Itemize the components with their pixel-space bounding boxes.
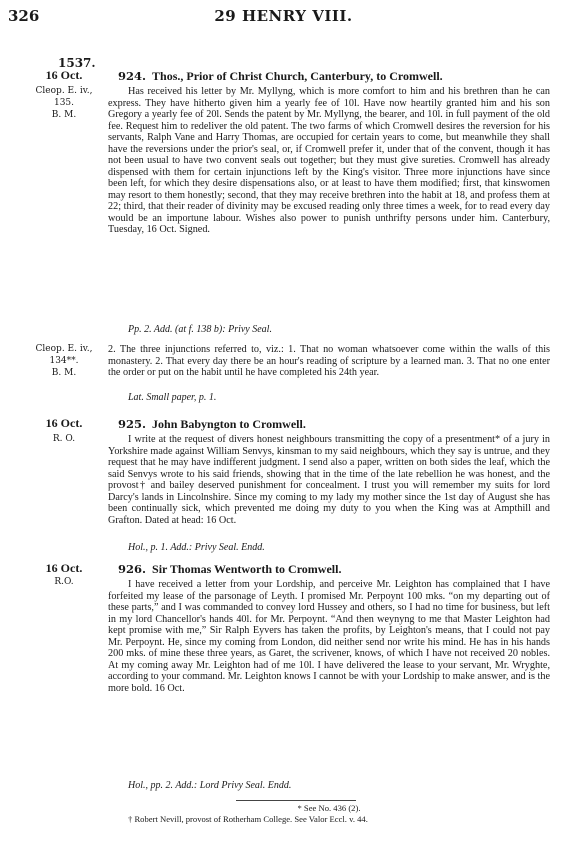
entry-number: 925. (118, 417, 147, 431)
archive-ref: 134**. (49, 356, 79, 366)
year-heading: 1537. (58, 56, 96, 70)
entry-date: 16 Oct. (45, 68, 83, 82)
footnote: * See No. 436 (2). (297, 803, 361, 813)
archive-ref: B. M. (51, 110, 77, 120)
entry-title: Sir Thomas Wentworth to Cromwell. (152, 562, 342, 576)
footnotes (108, 803, 550, 825)
archive-ref: B. M. (51, 368, 77, 378)
entry-924-2-refs (20, 343, 108, 379)
entry-title: John Babyngton to Cromwell. (152, 417, 306, 431)
footnote: † Robert Nevill, provost of Rotherham College. See Valor Eccl. v. 44. (128, 814, 368, 824)
entry-926-note: Hol., pp. 2. Add.: Lord Privy Seal. Endd. (128, 780, 292, 791)
archive-ref: R. O. (52, 434, 76, 444)
running-title: 29 HENRY VIII. (214, 7, 353, 25)
entry-925-note: Hol., p. 1. Add.: Privy Seal. Endd. (128, 542, 265, 553)
entry-925-margin (20, 417, 108, 445)
entry-title: Thos., Prior of Christ Church, Canterbury, to Cromwell. (152, 69, 443, 83)
entry-925-text: I write at the request of divers honest neighbours transmitting the copy of a presentment* of a jury in Yorkshire made against William Senvys, kinsman to my said neighbours, which they say is untrue, and they request that he may have indifferent judgment. I send also a paper, written on both sides the leaf, which the said Senvys wrote to his said friends, showing that in the time of the late rebellion he was honest, and the provost† and bailey deserved punishment for concealment. I trust you will remember my suits for lord Darcy's lands in Lincolnshire. Since my coming to my lady my mother since the 1st day of August she has been continually sick, which prevented me doing my duty to you when the King was at Ampthill and Grafton. Dated at head: 16 Oct. (108, 434, 550, 526)
entry-924-heading (118, 69, 443, 84)
entry-926-text: I have received a letter from your Lordship, and perceive Mr. Leighton has complained that I have forfeited my lease of the parsonage of Leyth. I promised Mr. Perpoynt 100 mks. “on my departing out of these parts,” and I was commanded to convey lord Hussey and others, so I had no time for business, but left in my lord Chancellor's hands 40l. for Mr. Perpoynt. “And then weynyng to me that Master Leighton had kept promise with me,” Sir Ralph Eyvers has taken the profits, by Leighton's means, that I could not pay Mr. Perpoynt. He, since my coming from London, did neither send nor write his mind. He has in his hands 200 mks. of mine these three years, as Garet, the scrivener, knows, of which I have not received 20 nobles. At my coming away Mr. Leighton had of me 10l. I have delivered the lease to your servant, Mr. Wryghte, according to your command. Mr. Leighton knows I cannot be with your Lordship to make answer, and is the more bold. 16 Oct. (108, 579, 550, 694)
page-number: 326 (8, 7, 40, 25)
archive-ref: R.O. (54, 577, 74, 587)
entry-924-text: Has received his letter by Mr. Myllyng, which is more comfort to him and his brethren than he can express. They have hitherto given him a yearly fee of 10l. Have now heartily granted him and his son Gregory a yearly fee of 20l. Sends the patent by Mr. Myllyng, the bearer, and 10l. in full payment of the old fee. Request him to redeliver the old patent. The two farms of which Cromwell desires the reversion for his servants, Ralph Vane and Harry Thomas, are occupied for certain years to come, but meanwhile they shall have the reversions under the prior's seal, or, if Cromwell prefer it, under that of the convent, though it has not been usual to have two convent seals out together; but they must give sureties. Cromwell has already dispensed with them for certain injunctions left by the King's visitor. Three more injunctions have since been left, for which they desire dispensations also, or at least to have them modified; first, that kinswomen may resort to them honestly; second, that they may receive brethren into the habit at 18, and profess them at 22; third, that their reader of divinity may be excused reading only three times a week, for to read every day would be an importune labour. Wishes also power to punish unthrifty persons under him. Canterbury, Tuesday, 16 Oct. Signed. (108, 86, 550, 235)
entry-924-margin (20, 69, 108, 81)
entry-date: 16 Oct. (45, 416, 83, 430)
entry-date: 16 Oct. (45, 561, 83, 575)
archive-ref: 135. (53, 98, 75, 108)
entry-924-note: Pp. 2. Add. (at f. 138 b): Privy Seal. (128, 324, 272, 335)
footnote-rule (236, 800, 356, 801)
entry-925-heading (118, 417, 306, 432)
archive-ref: Cleop. E. iv., (35, 86, 93, 96)
entry-number: 924. (118, 69, 147, 83)
entry-924-2-text: 2. The three injunctions referred to, viz.: 1. That no woman whatsoever come within the walls of this monastery. 2. That every day there be an hour's reading of scripture by a learned man. 3. That no one enter the order or put on the habit until he have completed his 24th year. (108, 344, 550, 379)
entry-number: 926. (118, 562, 147, 576)
entry-924-2-note: Lat. Small paper, p. 1. (128, 392, 217, 403)
archive-ref: Cleop. E. iv., (35, 344, 93, 354)
page-header (8, 7, 559, 29)
entry-924-refs (20, 85, 108, 121)
entry-926-margin (20, 562, 108, 588)
entry-926-heading (118, 562, 341, 577)
